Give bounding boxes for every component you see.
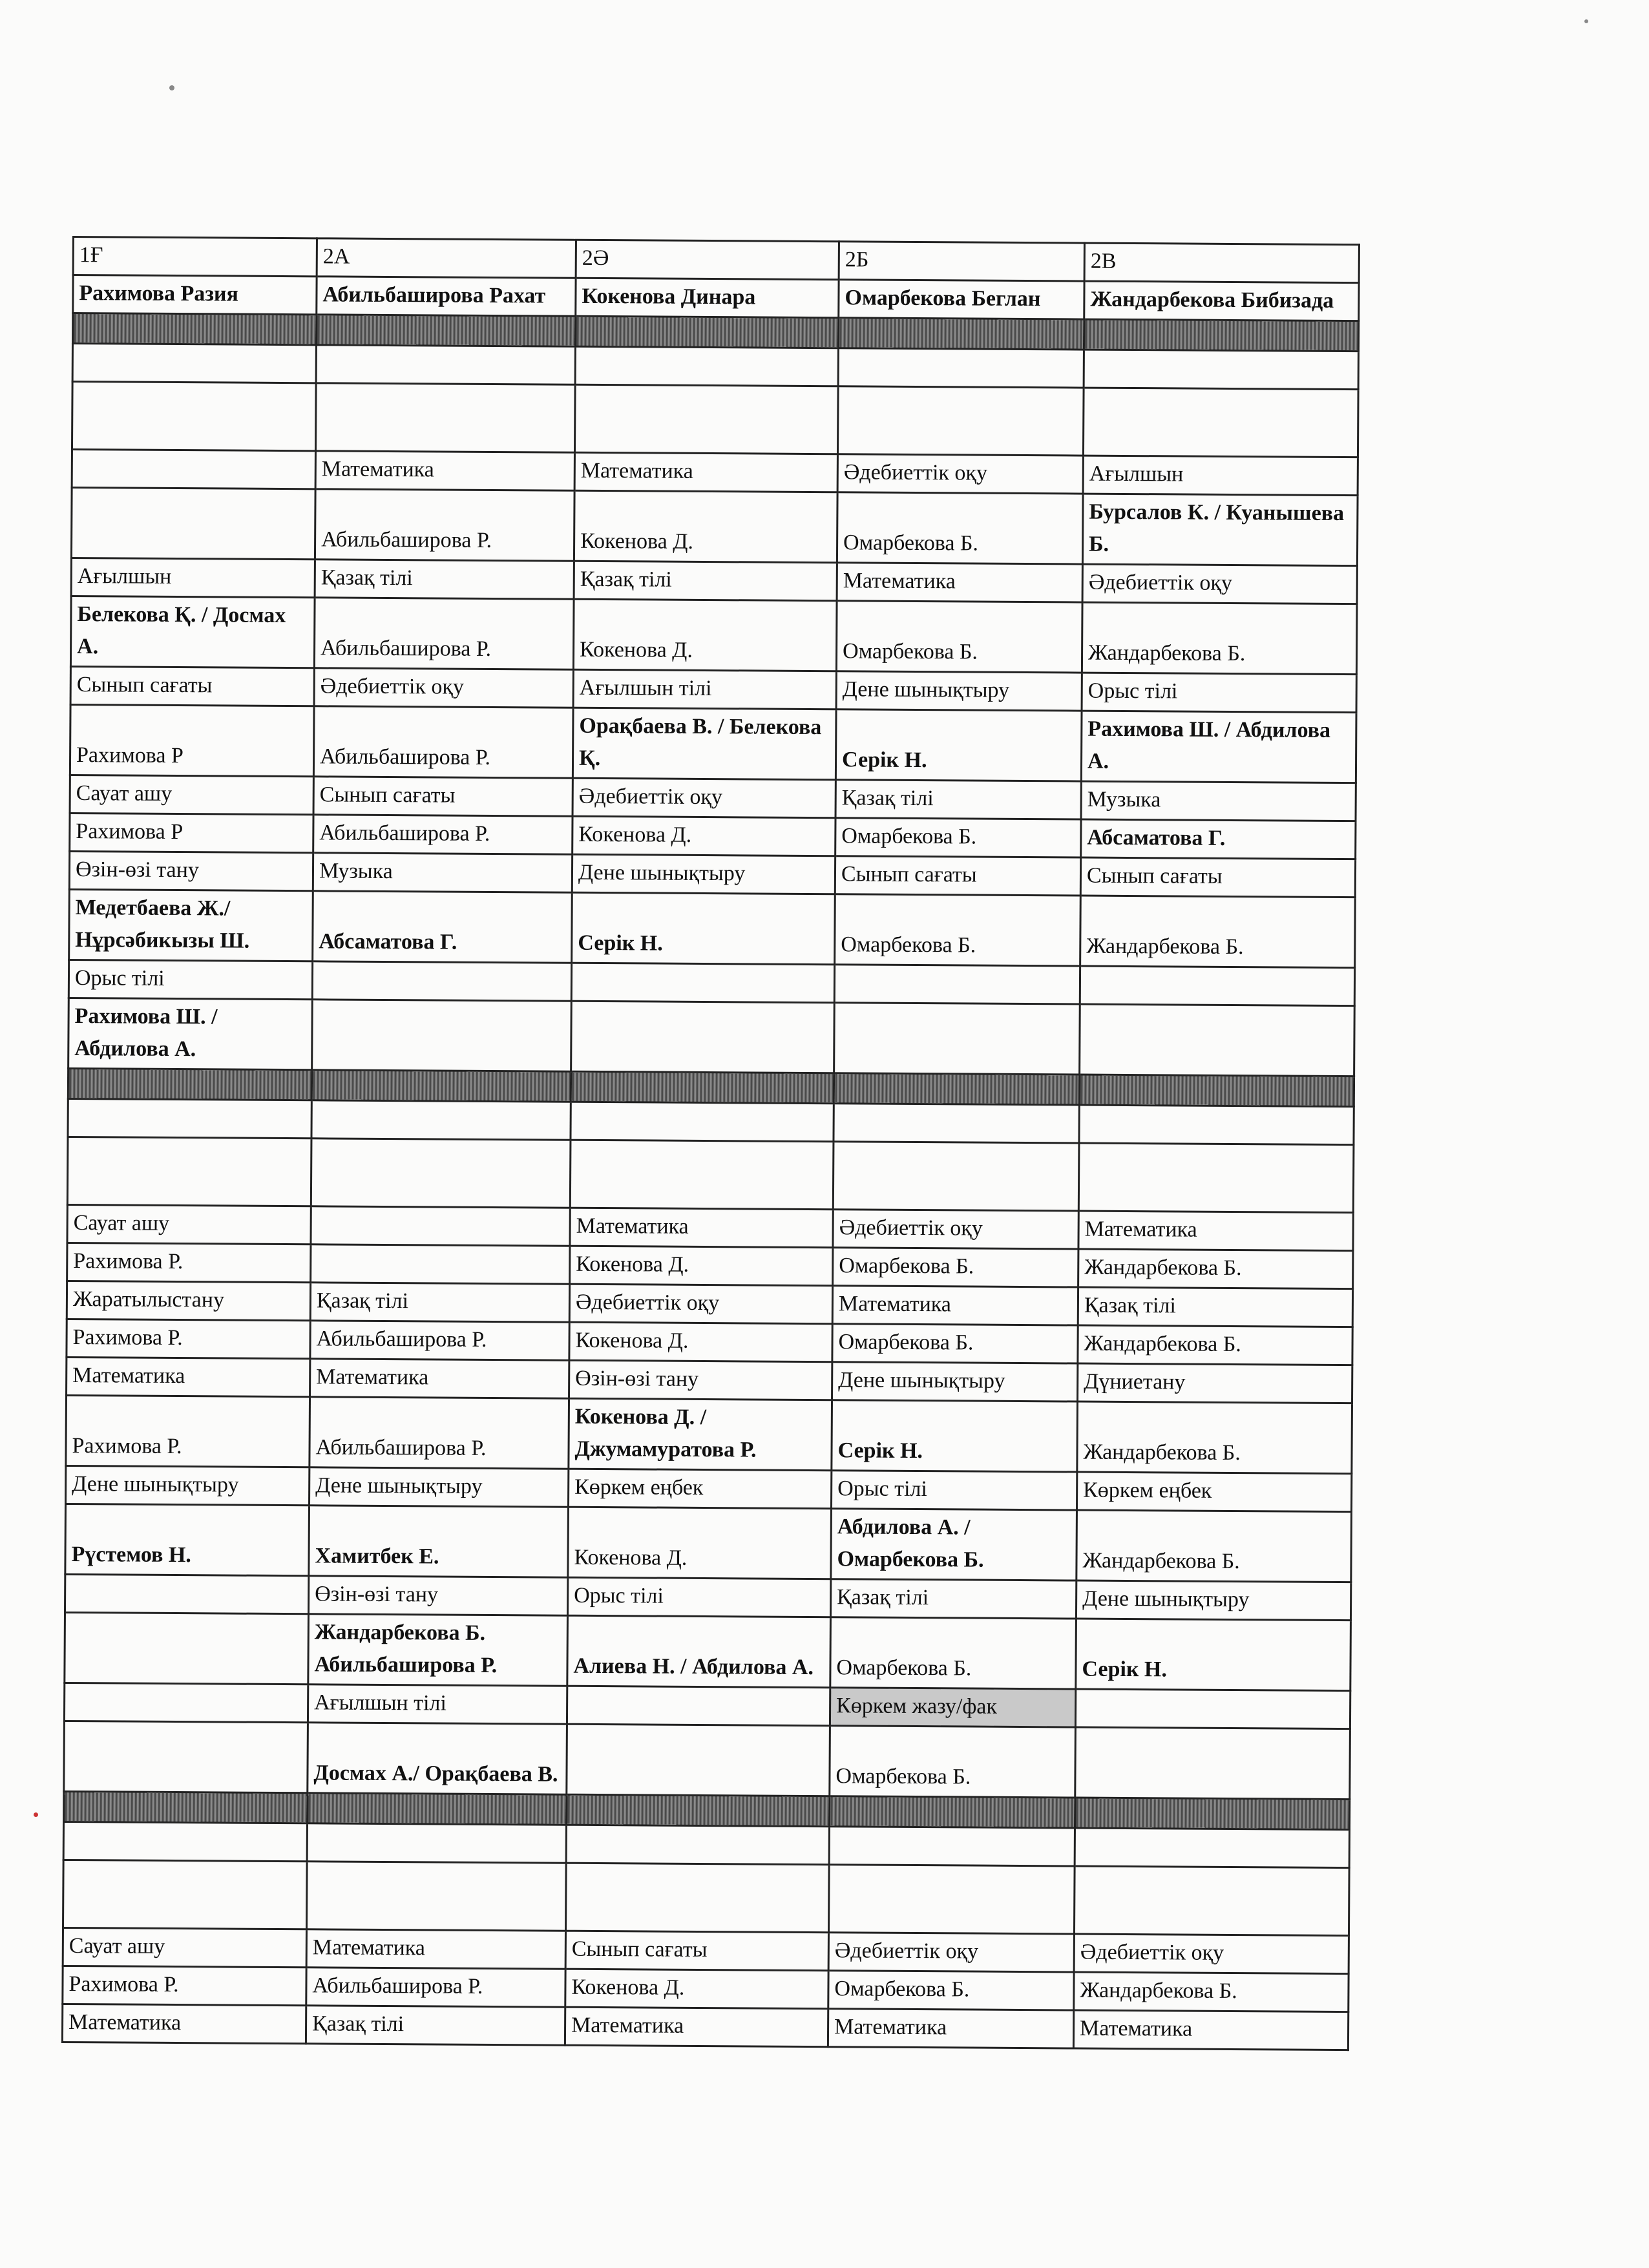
day-divider-cell xyxy=(68,1068,311,1100)
timetable xyxy=(61,236,1360,2051)
subject-cell-2b xyxy=(834,965,1080,1004)
teacher-row xyxy=(65,1612,1351,1690)
subject-cell-2b: Математика xyxy=(832,1286,1078,1325)
day-divider-cell xyxy=(64,1791,308,1823)
teacher-cell-2b: Омарбекова Б. xyxy=(830,1617,1077,1689)
scan-speck xyxy=(1584,19,1588,23)
subject-cell-1f: Орыс тілі xyxy=(68,960,312,999)
teacher-row xyxy=(64,1721,1350,1799)
teacher-cell-1f xyxy=(65,1612,309,1684)
teacher-cell-2v: Серік Н. xyxy=(1076,1619,1351,1691)
subject-cell-1f: Сынып сағаты xyxy=(70,666,314,706)
class-1f: 1Ғ xyxy=(73,237,317,277)
subject-cell-2ae: Әдебиеттік оқу xyxy=(569,1284,832,1323)
teacher-row xyxy=(71,488,1358,566)
subject-cell-2v: Дүниетану xyxy=(1078,1363,1352,1403)
subject-cell-2a: Математика xyxy=(306,1929,565,1969)
subject-cell-1f: Математика xyxy=(62,2004,306,2043)
subject-cell-2b: Дене шынықтыру xyxy=(836,671,1082,711)
subject-cell-2a: Әдебиеттік оқу xyxy=(314,668,573,708)
teacher-cell-2v xyxy=(1075,1727,1350,1800)
teacher-cell-2ae: Серік Н. xyxy=(572,892,835,964)
subject-cell-2a: Ағылшын тілі xyxy=(308,1685,567,1724)
empty-cell xyxy=(316,345,575,384)
scan-speck xyxy=(169,85,174,90)
empty-cell xyxy=(311,1139,571,1208)
teacher-cell-2a xyxy=(312,1000,572,1071)
empty-cell xyxy=(837,386,1084,456)
subject-cell-2v: Қазақ тілі xyxy=(1078,1287,1352,1327)
homeroom-teacher-1f: Рахимова Разия xyxy=(73,275,317,315)
subject-cell-2b: Сынып сағаты xyxy=(835,856,1080,896)
teacher-cell-2v: Жандарбекова Б. xyxy=(1078,1325,1352,1365)
teacher-cell-2b: Серік Н. xyxy=(832,1400,1078,1472)
subject-cell-2b: Көркем жазу/фак xyxy=(830,1688,1075,1727)
teacher-cell-2v: Бурсалов К. / Куанышева Б. xyxy=(1082,494,1358,566)
subject-cell-2ae xyxy=(567,1686,830,1725)
teacher-cell-2a: Абильбаширова Р. xyxy=(313,706,573,778)
subject-cell-2b: Әдебиеттік оқу xyxy=(828,1933,1074,1972)
teacher-cell-2v: Жандарбекова Б. xyxy=(1082,602,1357,675)
subject-cell-2b: Дене шынықтыру xyxy=(832,1362,1078,1402)
subject-cell-2v: Әдебиеттік оқу xyxy=(1074,1934,1349,1974)
teacher-cell-1f: Рахимова Р. xyxy=(67,1319,310,1358)
empty-cell xyxy=(571,1102,834,1141)
subject-cell-2v: Сынып сағаты xyxy=(1080,857,1355,898)
teacher-cell-1f: Рүстемов Н. xyxy=(65,1504,310,1575)
subject-cell-1f: Дене шынықтыру xyxy=(66,1465,310,1505)
subject-cell-2v: Музыка xyxy=(1081,781,1356,821)
subject-cell-2b: Математика xyxy=(828,2009,1073,2048)
teacher-cell-1f: Рахимова Р. xyxy=(66,1395,310,1467)
subject-cell-2a: Қазақ тілі xyxy=(310,1283,569,1322)
empty-cell xyxy=(72,344,316,383)
teacher-cell-2a: Абильбаширова Р. xyxy=(313,815,572,854)
subject-cell-2ae: Дене шынықтыру xyxy=(572,854,835,894)
empty-cell xyxy=(307,1823,566,1863)
empty-cell xyxy=(1078,1143,1354,1213)
subject-cell-2v: Орыс тілі xyxy=(1082,673,1356,713)
subject-cell-2v: Ағылшын xyxy=(1083,456,1358,496)
empty-cell xyxy=(834,1104,1079,1143)
empty-cell xyxy=(566,1825,829,1864)
subject-cell-2v: Дене шынықтыру xyxy=(1076,1580,1350,1621)
day-divider-cell xyxy=(72,313,316,345)
teacher-cell-1f: Белекова Қ. / Досмах А. xyxy=(70,596,315,667)
teacher-cell-2a: Абильбаширова Р. xyxy=(315,489,574,561)
subject-cell-2ae: Сынып сағаты xyxy=(565,1931,828,1970)
subject-row xyxy=(62,2004,1348,2050)
teacher-cell-2b: Омарбекова Б. xyxy=(835,894,1081,966)
subject-cell-1f: Жаратылыстану xyxy=(67,1281,310,1320)
teacher-cell-2ae: Алиева Н. / Абдилова А. xyxy=(567,1615,831,1687)
subject-cell-1f: Математика xyxy=(67,1357,310,1396)
empty-cell xyxy=(833,1142,1079,1211)
teacher-cell-1f: Медетбаева Ж./ Нұрсәбикызы Ш. xyxy=(69,889,313,961)
subject-cell-1f: Сауат ашу xyxy=(63,1927,306,1967)
empty-cell xyxy=(575,346,838,386)
subject-cell-1f xyxy=(64,1683,308,1722)
empty-cell xyxy=(311,1100,571,1140)
subject-cell-2ae: Қазақ тілі xyxy=(574,561,837,600)
empty-cell xyxy=(67,1137,311,1206)
teacher-cell-2a: Абсаматова Г. xyxy=(313,891,572,963)
class-2a: 2А xyxy=(317,238,576,278)
teacher-cell-2ae: Кокенова Д. xyxy=(565,1969,828,2008)
subject-cell-2a: Қазақ тілі xyxy=(315,560,574,599)
subject-cell-2v: Көркем еңбек xyxy=(1077,1472,1351,1512)
teacher-cell-2v: Жандарбекова Б. xyxy=(1077,1510,1352,1582)
day-divider-cell xyxy=(307,1793,566,1825)
empty-cell xyxy=(1084,350,1358,390)
subject-cell-1f xyxy=(65,1574,308,1613)
teacher-cell-2b: Омарбекова Б. xyxy=(837,492,1083,564)
subject-cell-2b: Әдебиеттік оқу xyxy=(833,1210,1078,1249)
subject-cell-2v xyxy=(1080,966,1354,1006)
teacher-cell-2v: Рахимова Ш. / Абдилова А. xyxy=(1081,711,1356,783)
empty-cell xyxy=(570,1140,834,1209)
day-divider-cell xyxy=(571,1071,834,1103)
teacher-cell-2b: Абдилова А. / Омарбекова Б. xyxy=(831,1509,1077,1580)
teacher-cell-2a: Абильбаширова Р. xyxy=(306,1968,565,2007)
teacher-cell-2ae: Кокенова Д. xyxy=(569,1322,832,1361)
day-divider-cell xyxy=(829,1796,1075,1828)
scan-speck xyxy=(34,1812,38,1817)
teacher-cell-2ae: Кокенова Д. / Джумамуратова Р. xyxy=(569,1398,832,1470)
homeroom-teacher-2v: Жандарбекова Бибизада xyxy=(1084,281,1359,321)
day-divider-cell xyxy=(311,1070,571,1102)
subject-cell-2a: Өзін-өзі тану xyxy=(308,1576,567,1615)
teacher-cell-2b: Серік Н. xyxy=(835,709,1082,781)
teacher-cell-2v: Жандарбекова Б. xyxy=(1077,1402,1352,1474)
subject-cell-2a xyxy=(312,961,571,1001)
subject-cell-2a: Математика xyxy=(310,1359,569,1398)
day-divider-cell xyxy=(1079,1075,1354,1107)
teacher-cell-2b: Омарбекова Б. xyxy=(832,1324,1078,1363)
teacher-cell-2ae xyxy=(567,1724,830,1796)
empty-cell xyxy=(574,384,838,454)
subject-cell-2a xyxy=(311,1206,570,1246)
teacher-cell-1f xyxy=(64,1721,308,1792)
subject-cell-2a: Дене шынықтыру xyxy=(310,1467,569,1507)
teacher-row xyxy=(70,596,1357,674)
homeroom-teacher-2a: Абильбаширова Рахат xyxy=(317,277,576,316)
teacher-cell-1f xyxy=(71,488,315,560)
empty-cell xyxy=(1074,1866,1349,1936)
teacher-cell-2v xyxy=(1080,1004,1355,1076)
teacher-cell-2ae: Кокенова Д. xyxy=(568,1507,832,1579)
subject-cell-2ae xyxy=(571,963,834,1002)
teacher-row xyxy=(68,998,1355,1076)
empty-cell xyxy=(63,1860,308,1929)
class-2ae: 2Ә xyxy=(576,240,839,279)
class-2b: 2Б xyxy=(839,242,1084,281)
subject-cell-2a: Сынып сағаты xyxy=(313,777,572,816)
empty-cell xyxy=(829,1827,1075,1866)
empty-cell xyxy=(72,382,316,451)
subject-cell-2v: Әдебиеттік оқу xyxy=(1082,564,1357,604)
empty-cell xyxy=(1079,1105,1354,1145)
subject-cell-2v xyxy=(1075,1689,1350,1729)
empty-cell xyxy=(1075,1828,1349,1868)
teacher-cell-2ae: Кокенова Д. xyxy=(573,599,837,671)
empty-row xyxy=(67,1137,1354,1212)
subject-cell-2b: Қазақ тілі xyxy=(835,780,1081,819)
subject-cell-2ae: Математика xyxy=(570,1208,833,1247)
subject-cell-2a: Музыка xyxy=(313,853,572,892)
subject-cell-2ae: Ағылшын тілі xyxy=(573,669,836,709)
teacher-cell-1f: Рахимова Р. xyxy=(67,1243,311,1282)
subject-cell-2ae: Математика xyxy=(574,452,837,492)
day-divider-cell xyxy=(566,1794,829,1826)
teacher-row xyxy=(65,1504,1352,1582)
empty-cell xyxy=(68,1098,311,1138)
day-divider-cell xyxy=(838,318,1084,350)
subject-cell-2ae: Көркем еңбек xyxy=(568,1469,831,1508)
subject-cell-1f: Сауат ашу xyxy=(67,1204,311,1244)
teacher-cell-2ae: Кокенова Д. xyxy=(572,816,835,856)
empty-cell xyxy=(1083,388,1358,457)
teacher-cell-2a: Жандарбекова Б. Абильбаширова Р. xyxy=(308,1614,568,1686)
empty-row xyxy=(72,382,1358,457)
homeroom-teacher-2b: Омарбекова Беглан xyxy=(839,280,1084,319)
subject-cell-1f xyxy=(72,450,315,489)
teacher-cell-1f: Рахимова Р xyxy=(70,704,314,776)
teacher-cell-2a: Абильбаширова Р. xyxy=(314,598,574,669)
day-divider-cell xyxy=(1075,1798,1349,1830)
empty-cell xyxy=(838,348,1084,388)
teacher-row xyxy=(66,1395,1352,1473)
teacher-cell-2b: Омарбекова Б. xyxy=(828,1971,1074,2010)
teacher-cell-1f: Рахимова Ш. / Абдилова А. xyxy=(68,998,313,1069)
empty-cell xyxy=(63,1822,307,1861)
teacher-cell-1f: Рахимова Р. xyxy=(63,1966,306,2005)
teacher-cell-2v: Абсаматова Г. xyxy=(1081,819,1356,859)
teacher-cell-2b: Омарбекова Б. xyxy=(833,1248,1078,1287)
subject-cell-1f: Ағылшын xyxy=(71,558,315,597)
empty-cell xyxy=(315,383,575,452)
teacher-cell-2ae: Кокенова Д. xyxy=(574,490,837,562)
teacher-cell-2a: Абильбаширова Р. xyxy=(310,1321,569,1360)
teacher-cell-2ae: Орақбаева В. / Белекова Қ. xyxy=(572,708,836,779)
subject-cell-1f: Сауат ашу xyxy=(70,775,313,814)
subject-cell-1f: Өзін-өзі тану xyxy=(69,851,313,890)
teacher-cell-2ae: Кокенова Д. xyxy=(570,1246,833,1285)
teacher-row xyxy=(70,704,1356,782)
teacher-cell-2a: Досмах А./ Орақбаева В. xyxy=(308,1723,567,1794)
homeroom-teacher-2ae: Кокенова Динара xyxy=(576,278,839,317)
teacher-cell-2v: Жандарбекова Б. xyxy=(1080,896,1356,968)
subject-cell-2b: Әдебиеттік оқу xyxy=(837,454,1083,494)
class-2v: 2В xyxy=(1084,243,1359,283)
teacher-cell-2a: Абильбаширова Р. xyxy=(310,1397,569,1469)
subject-cell-2ae: Әдебиеттік оқу xyxy=(572,778,835,817)
day-divider-cell xyxy=(834,1073,1079,1105)
subject-cell-2b: Орыс тілі xyxy=(831,1471,1077,1510)
teacher-cell-2v: Жандарбекова Б. xyxy=(1078,1249,1353,1289)
subject-cell-2a: Қазақ тілі xyxy=(306,2006,565,2045)
empty-row xyxy=(63,1860,1350,1935)
subject-cell-2v: Математика xyxy=(1078,1211,1353,1251)
day-divider-cell xyxy=(1084,319,1358,352)
day-divider-cell xyxy=(316,315,575,346)
teacher-cell-2b: Омарбекова Б. xyxy=(836,601,1082,673)
teacher-cell-2b: Омарбекова Б. xyxy=(835,818,1081,857)
timetable-body xyxy=(62,237,1359,2050)
teacher-row xyxy=(69,889,1356,967)
subject-cell-2a: Математика xyxy=(315,451,574,490)
subject-cell-2ae: Орыс тілі xyxy=(567,1577,830,1617)
subject-cell-2v: Математика xyxy=(1073,2010,1348,2050)
empty-cell xyxy=(565,1863,829,1932)
empty-cell xyxy=(306,1862,566,1931)
empty-cell xyxy=(828,1865,1075,1934)
teacher-cell-2ae xyxy=(571,1001,835,1073)
subject-cell-2ae: Өзін-өзі тану xyxy=(569,1360,832,1400)
teacher-cell-2a: Хамитбек Е. xyxy=(309,1506,569,1577)
teacher-cell-2b: Омарбекова Б. xyxy=(830,1726,1076,1798)
subject-cell-2ae: Математика xyxy=(565,2007,828,2046)
subject-cell-2b: Математика xyxy=(837,563,1082,602)
teacher-cell-2v: Жандарбекова Б. xyxy=(1074,1972,1349,2012)
teacher-cell-2b xyxy=(834,1003,1080,1075)
day-divider-cell xyxy=(575,316,838,348)
teacher-cell-2a xyxy=(311,1244,570,1284)
subject-cell-2b: Қазақ тілі xyxy=(830,1579,1076,1619)
teacher-cell-1f: Рахимова Р xyxy=(70,813,313,852)
